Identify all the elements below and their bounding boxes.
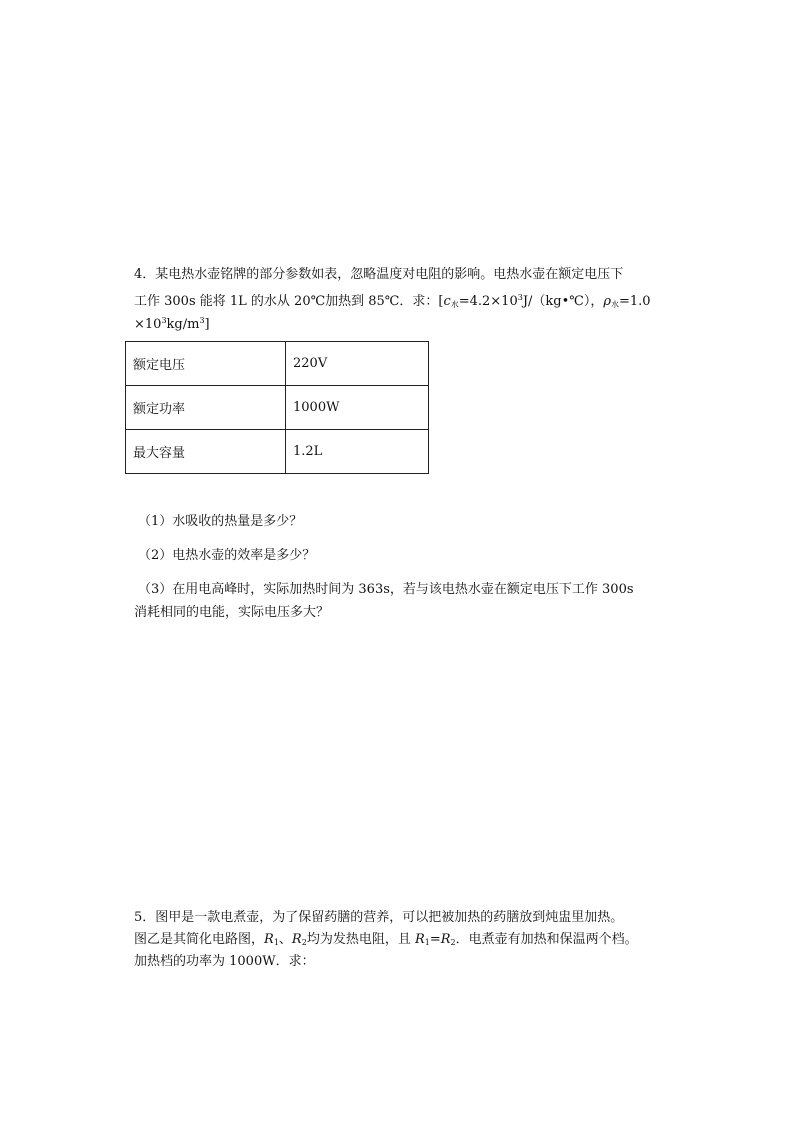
table-row bbox=[126, 430, 429, 474]
q5-line-2: 图乙是其简化电路图，$R_1$、$R_2$均为发热电阻，且 $R_1=R_2$．电煮壶有加热和保温两个档。 bbox=[134, 932, 638, 947]
spec-value: 1000W bbox=[286, 386, 429, 430]
spec-value: 220V bbox=[286, 342, 429, 386]
q4-line-3: $\times 10^3kg/m^3$] bbox=[134, 316, 210, 332]
q4-line-2: 工作 300s 能将 1L 的水从 20℃加热到 85℃．求：[$c_水=4.2\times 10^3J/(kg•℃)$，$\rho_水=1.0$ bbox=[134, 293, 651, 309]
kettle-spec-table bbox=[125, 341, 429, 474]
c-symbol: c bbox=[443, 294, 451, 309]
spec-key: 最大容量 bbox=[126, 430, 286, 474]
rho-symbol: ρ bbox=[603, 294, 611, 309]
q4-line-1: 4．某电热水壶铭牌的部分参数如表，忽略温度对电阻的影响。电热水壶在额定电压下 bbox=[134, 267, 624, 282]
q5-line-1: 5．图甲是一款电煮壶，为了保留药膳的营养，可以把被加热的药膳放到炖盅里加热。 bbox=[134, 910, 624, 925]
spec-key: 额定电压 bbox=[126, 342, 286, 386]
q4-sub-question-3: （3）在用电高峰时，实际加热时间为 363s，若与该电热水壶在额定电压下工作 300s bbox=[138, 582, 634, 597]
q4-sub-question-2: （2）电热水壶的效率是多少？ bbox=[138, 548, 316, 563]
q4-sub-question-1: （1）水吸收的热量是多少？ bbox=[138, 514, 303, 529]
q4-sub-question-3-cont: 消耗相同的电能，实际电压多大？ bbox=[134, 605, 330, 620]
spec-key: 额定功率 bbox=[126, 386, 286, 430]
table-row bbox=[126, 386, 429, 430]
spec-value: 1.2L bbox=[286, 430, 429, 474]
table-row bbox=[126, 342, 429, 386]
q5-line-3: 加热档的功率为 1000W．求： bbox=[134, 954, 315, 969]
